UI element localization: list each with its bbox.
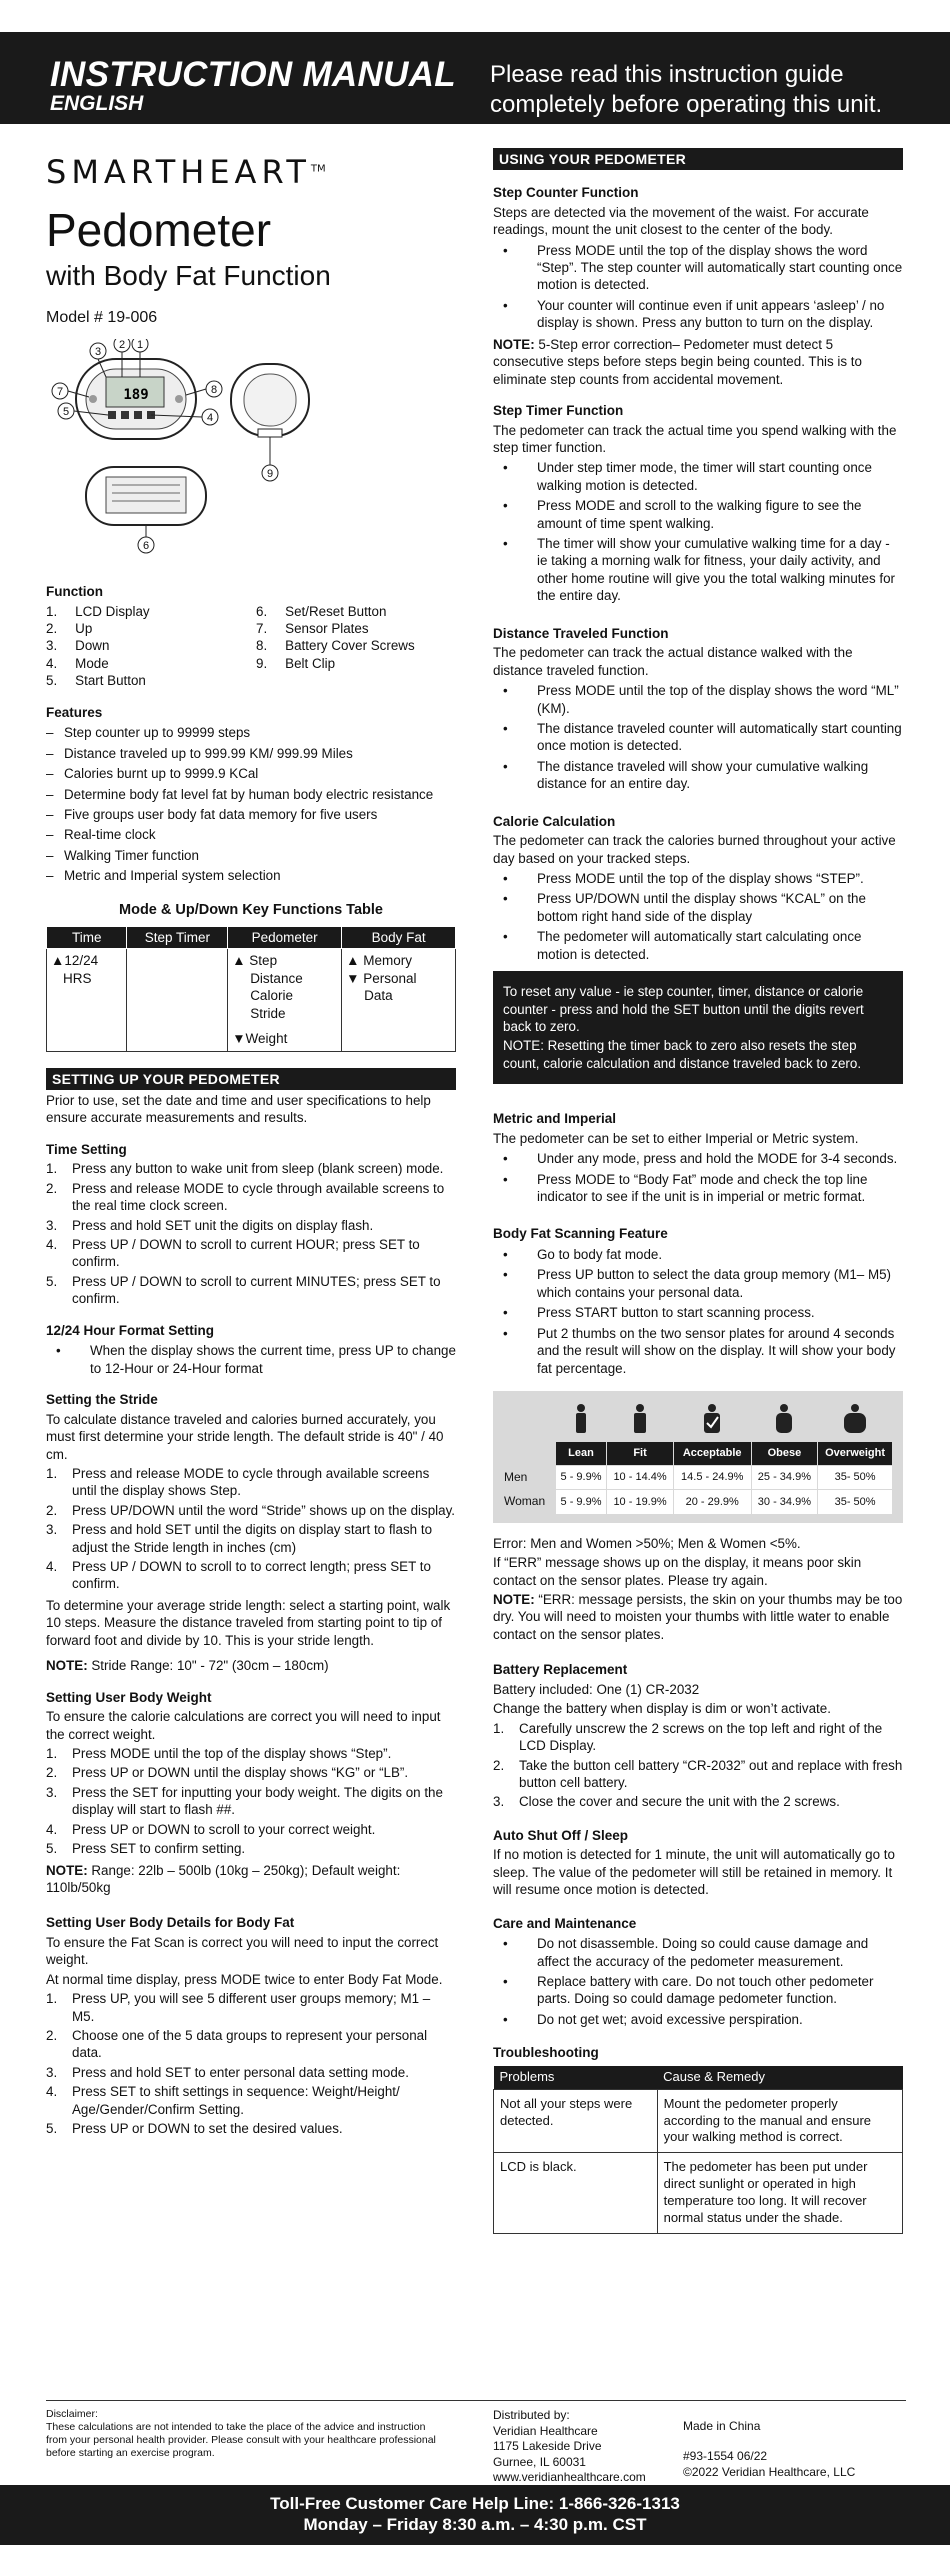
helpline-number: Toll-Free Customer Care Help Line: 1-866-326-1313 [270,2494,680,2513]
details-heading: Setting User Body Details for Body Fat [46,1915,295,1931]
svg-text:5: 5 [62,406,70,419]
step-item: 2. Choose one of the 5 data groups to represent your personal data. [46,2028,428,2061]
bullet-item: • Press MODE until the top of the display shows the word “Step”. The step counter will automatically start counting once motion is detected. [493,242,903,294]
error-line1: Error: Men and Women >50%; Men & Women <5%. [493,1535,801,1551]
bullet-item: • Press START button to start scanning process. [493,1304,903,1321]
product-title: Pedometer [46,203,272,256]
manual-title: INSTRUCTION MANUAL [50,55,456,94]
step-item: 3. Press and hold SET to enter personal data setting mode. [46,2064,409,2080]
bf-col-fit: Fit [607,1442,674,1465]
svg-text:1: 1 [136,339,144,352]
features-heading: Features [46,704,103,720]
svg-text:4: 4 [206,412,214,425]
svg-text:3: 3 [94,346,102,359]
calorie-list [493,870,903,963]
stride-note: NOTE: Stride Range: 10" - 72" (30cm – 180cm) [46,1658,329,1674]
function-item: 7. Sensor Plates [256,621,369,637]
setup-section-bar: SETTING UP YOUR PEDOMETER [46,1068,456,1090]
lcd-value: 189 [123,387,149,404]
sensor-plate-right [175,395,183,403]
help-line-bar [0,2485,950,2545]
step-item: 2. Press UP/DOWN until the word “Stride” shows up on the display. [46,1502,456,1518]
reset-note-box [493,971,903,1084]
step-timer-intro: The pedometer can track the actual time you spend walking with the step timer function. [493,422,897,455]
step-item: 2. Press and release MODE to cycle through available screens to the real time clock screen. [46,1180,445,1214]
step-counter-intro: Steps are detected via the movement of the waist. For accurate readings, mount the unit closest to the center of the body. [493,204,869,238]
step-item: 3. Close the cover and secure the unit with the 2 screws. [493,1794,840,1810]
using-section-bar: USING YOUR PEDOMETER [493,148,903,170]
error-note: NOTE: “ERR: message persists, the skin on your thumbs may be too dry. You will need to moisten your thumbs with little water to enable contact on the sensor plates. [493,1592,903,1642]
function-list [46,603,456,690]
weight-intro: To ensure the calorie calculations are correct you will need to input the correct weight. [46,1709,441,1742]
step-item: 1. Press any button to wake unit from sleep (blank screen) mode. [46,1161,444,1177]
step-item: 1. Press UP, you will see 5 different user groups memory; M1 – M5. [46,1991,431,2024]
bullet-item: • Do not disassemble. Doing so could cause damage and affect the accuracy of the pedometer measurement. [493,1935,903,1970]
bullet-item: • Do not get wet; avoid excessive perspiration. [493,2011,903,2028]
step-item: 1. Press and release MODE to cycle through available screens until the display shows Step. [46,1465,430,1499]
distance-list [493,682,903,793]
reset-text: To reset any value - ie step counter, timer, distance or calorie counter - press and hold the SET button until the digits revert back to zero. [503,984,864,1034]
function-item: 4. Mode [46,655,109,671]
details-intro2: At normal time display, press MODE twice to enter Body Fat Mode. [46,1971,443,1987]
function-item: 8. Battery Cover Screws [256,638,415,654]
troubleshooting-heading: Troubleshooting [493,2045,599,2061]
body-fat-table [503,1399,893,1515]
step-item: 4. Press UP / DOWN to scroll to current HOUR; press SET to confirm. [46,1237,420,1270]
step-item: 4. Press SET to shift settings in sequence: Weight/Height/ Age/Gender/Confirm Setting. [46,2084,400,2117]
mode-col-steptimer: Step Timer [127,926,228,949]
battery-heading: Battery Replacement [493,1662,628,1678]
trouble-col-problems: Problems [494,2066,658,2089]
fit-figure-icon [607,1399,674,1442]
metric-list [493,1150,903,1205]
step-item: 3. Press and hold SET unit the digits on display flash. [46,1217,374,1233]
header-bar [0,32,950,124]
step-item: 3. Press and hold SET until the digits on display start to flash to adjust the Stride length in inches (cm) [46,1522,433,1555]
function-heading: Function [46,584,103,600]
step-item: 1. Carefully unscrew the 2 screws on the top left and right of the LCD Display. [493,1720,883,1754]
calorie-heading: Calorie Calculation [493,813,616,829]
feature-item: – Real-time clock [46,826,456,843]
step-timer-list [493,459,903,604]
overweight-figure-icon [818,1399,893,1442]
language-label: ENGLISH [50,92,144,115]
feature-item: – Five groups user body fat data memory for five users [46,806,456,823]
distance-heading: Distance Traveled Function [493,625,669,641]
model-number: Model # 19-006 [46,309,158,327]
feature-item: – Calories burnt up to 9999.9 KCal [46,765,456,782]
distance-intro: The pedometer can track the actual distance walked with the distance traveled function. [493,645,853,678]
lean-figure-icon [555,1399,607,1442]
function-item: 1. LCD Display [46,603,150,619]
mode-col-time: Time [47,926,127,949]
feature-item: – Metric and Imperial system selection [46,867,456,884]
stride-after: To determine your average stride length: select a starting point, walk 10 steps. Measure the distance traveled from starting point to tip of forward foot and divide by 10. This is your stride length. [46,1597,451,1648]
up-button-graphic [108,411,116,419]
weight-steps [46,1745,456,1858]
bullet-item: • The distance traveled will show your cumulative walking distance for an entire day. [493,758,903,793]
bf-col-overweight: Overweight [818,1442,893,1465]
bf-col-obese: Obese [751,1442,818,1465]
svg-text:7: 7 [56,386,64,399]
function-item: 3. Down [46,638,110,654]
mode-cell-time: ▲12/24 HRS [47,949,127,1052]
feature-item: – Walking Timer function [46,847,456,864]
step-counter-heading: Step Counter Function [493,185,639,201]
reset-note: NOTE: Resetting the timer back to zero also resets the step count, calorie calculation and distance traveled back to zero. [503,1038,862,1071]
down-button-graphic [121,411,129,419]
step-item: 5. Press UP or DOWN to set the desired values. [46,2121,343,2137]
care-heading: Care and Maintenance [493,1915,637,1931]
obese-figure-icon [751,1399,818,1442]
right-column [493,140,903,2234]
disclaimer: Disclaimer: These calculations are not intended to take the place of the advice and instruction from your personal health provider. Please consult with your healthcare professional before starting an exercise program. [46,2408,436,2460]
error-line2: If “ERR” message shows up on the display, it means poor skin contact on the sensor plates. Please try again. [493,1555,862,1588]
step-counter-list [493,242,903,332]
care-list [493,1935,903,2028]
time-setting-steps [46,1160,456,1307]
weight-heading: Setting User Body Weight [46,1689,212,1705]
weight-note: NOTE: Range: 22lb – 500lb (10kg – 250kg); Default weight: 110lb/50kg [46,1862,401,1895]
battery-steps [493,1720,903,1811]
bf-row-woman: Woman 5 - 9.9% 10 - 19.9% 20 - 29.9% 30 - 34.9% 35- 50% [504,1490,893,1515]
troubleshooting-table [493,2066,903,2234]
instruction-label [106,477,186,513]
bf-row-men: Men 5 - 9.9% 10 - 14.4% 14.5 - 24.9% 25 - 34.9% 35- 50% [504,1465,893,1490]
stride-intro: To calculate distance traveled and calories burned accurately, you must first determine your stride length. The default stride is 40" / 40 cm. [46,1411,444,1462]
bullet-item: • The timer will show your cumulative walking time for a day - ie taking a morning walk for fitness, your daily activity, and other home routine will give you the total walking minutes for the entire day. [493,535,903,605]
metric-heading: Metric and Imperial [493,1111,617,1127]
bullet-item: • Your counter will continue even if unit appears ‘asleep’ / no display is shown. Press any button to turn on the display. [493,297,903,332]
bf-col-acceptable: Acceptable [673,1442,751,1465]
step-item: 5. Press UP / DOWN to scroll to current MINUTES; press SET to confirm. [46,1273,441,1307]
feature-item: – Determine body fat level fat by human body electric resistance [46,786,456,803]
made-in-info: Made in China #93-1554 06/22 ©2022 Veridian Healthcare, LLC [683,2419,856,2480]
stride-heading: Setting the Stride [46,1392,158,1408]
battery-included: Battery included: One (1) CR-2032 [493,1681,700,1697]
step-counter-note: NOTE: 5-Step error correction– Pedometer must detect 5 consecutive steps before steps begin being counted. This is to eliminate step counts from accidental movement. [493,336,862,387]
step-item: 5. Press SET to confirm setting. [46,1841,246,1857]
function-item: 2. Up [46,621,93,637]
step-timer-heading: Step Timer Function [493,402,624,418]
feature-item: – Distance traveled up to 999.99 KM/ 999.99 Miles [46,745,456,762]
sensor-plate-left [89,395,97,403]
belt-clip-graphic [258,429,282,437]
bullet-item: • Under any mode, press and hold the MODE for 3-4 seconds. [493,1150,903,1167]
left-column [46,140,456,2142]
autooff-text: If no motion is detected for 1 minute, the unit will automatically go to sleep. The value of the pedometer will still be retained in memory. It will resume once motion is detected. [493,1847,895,1898]
details-steps [46,1990,456,2137]
footer-divider [46,2400,906,2401]
product-subtitle: with Body Fat Function [46,259,331,291]
trouble-row: Not all your steps were detected. Mount the pedometer properly according to the manual and ensure your walking method is correct. [494,2089,903,2153]
mode-cell-pedometer: ▲ Step Distance Calorie Stride ▼Weight [228,949,342,1052]
svg-text:6: 6 [142,540,150,553]
format-heading: 12/24 Hour Format Setting [46,1322,215,1338]
bf-col-lean: Lean [555,1442,607,1465]
function-item: 5. Start Button [46,673,146,689]
mode-table-title: Mode & Up/Down Key Functions Table [119,901,383,918]
time-setting-heading: Time Setting [46,1141,127,1157]
bullet-item: • Press UP button to select the data group memory (M1– M5) which contains your personal data. [493,1266,903,1301]
features-list [46,724,456,884]
body-fat-chart [493,1391,903,1523]
brand-logo: SMARTHEART™ [46,153,326,191]
format-list [46,1342,456,1377]
bullet-item: • Put 2 thumbs on the two sensor plates for around 4 seconds and the result will show on the display. It will show your body fat percentage. [493,1325,903,1377]
details-intro: To ensure the Fat Scan is correct you will need to input the correct weight. [46,1934,439,1968]
calorie-intro: The pedometer can track the calories burned throughout your active day based on your tracked steps. [493,833,896,866]
step-item: 1. Press MODE until the top of the display shows “Step”. [46,1745,392,1761]
step-item: 2. Take the button cell battery “CR-2032” out and replace with fresh button cell battery. [493,1757,903,1790]
feature-item: – Step counter up to 99999 steps [46,724,456,741]
bullet-item: • Go to body fat mode. [493,1246,903,1263]
trouble-col-remedy: Cause & Remedy [657,2066,902,2089]
helpline-hours: Monday – Friday 8:30 a.m. – 4:30 p.m. CST [303,2515,647,2535]
stride-steps [46,1465,456,1593]
bullet-item: • Press UP/DOWN until the display shows “KCAL” on the bottom right hand side of the display [493,890,903,925]
device-diagram [46,339,456,569]
trademark: TM [310,163,326,175]
svg-text:9: 9 [266,468,274,481]
mode-col-bodyfat: Body Fat [342,926,456,949]
step-item: 4. Press UP / DOWN to scroll to to correct length; press SET to confirm. [46,1559,431,1592]
step-item: 2. Press UP or DOWN until the display shows “KG” or “LB”. [46,1765,409,1781]
battery-intro: Change the battery when display is dim or won’t activate. [493,1701,831,1717]
acceptable-figure-icon [673,1399,751,1442]
mode-cell-bodyfat: ▲ Memory ▼ Personal Data [342,949,456,1052]
bullet-item: • Under step timer mode, the timer will start counting once walking motion is detected. [493,459,903,494]
bullet-item: • Press MODE and scroll to the walking figure to see the amount of time spent walking. [493,497,903,532]
svg-text:8: 8 [210,384,218,397]
bullet-item: • Press MODE until the top of the display shows “STEP”. [493,870,903,887]
autooff-heading: Auto Shut Off / Sleep [493,1827,628,1843]
bullet-item: • Press MODE until the top of the display shows the word “ML” (KM). [493,682,903,717]
bodyfat-list [493,1246,903,1377]
function-item: 6. Set/Reset Button [256,603,387,619]
bullet-item: • Press MODE to “Body Fat” mode and check the top line indicator to see if the unit is in imperial or metric format. [493,1171,903,1206]
step-item: 4. Press UP or DOWN to scroll to your correct weight. [46,1821,376,1837]
metric-intro: The pedometer can be set to either Imperial or Metric system. [493,1130,859,1146]
bullet-item: • The distance traveled counter will automatically start counting once motion is detected. [493,720,903,755]
bodyfat-heading: Body Fat Scanning Feature [493,1226,668,1242]
setup-intro: Prior to use, set the date and time and user specifications to help ensure accurate measurements and results. [46,1092,431,1126]
trouble-row: LCD is black. The pedometer has been put under direct sunlight or operated in high temperature too long. It will recover normal status under the shade. [494,2153,903,2234]
bullet-item: • The pedometer will automatically start calculating once motion is detected. [493,928,903,963]
mode-table [46,926,456,1052]
mode-col-pedometer: Pedometer [228,926,342,949]
bullet-item: • Replace battery with care. Do not touch other pedometer parts. Doing so could damage pedometer function. [493,1973,903,2008]
pedometer-illustration [46,339,456,569]
function-item: 9. Belt Clip [256,655,336,671]
svg-text:2: 2 [118,339,126,352]
distributor-info: Distributed by: Veridian Healthcare 1175 Lakeside Drive Gurnee, IL 60031 www.veridianhealthcare.com [493,2408,646,2485]
mode-cell-steptimer [127,949,228,1052]
step-item: 3. Press the SET for inputting your body weight. The digits on the display will start to flash ##. [46,1784,443,1818]
format-item: • When the display shows the current time, press UP to change to 12-Hour or 24-Hour format [46,1342,456,1377]
mode-button-graphic [134,411,142,419]
read-notice: Please read this instruction guide completely before operating this unit. [490,61,883,118]
